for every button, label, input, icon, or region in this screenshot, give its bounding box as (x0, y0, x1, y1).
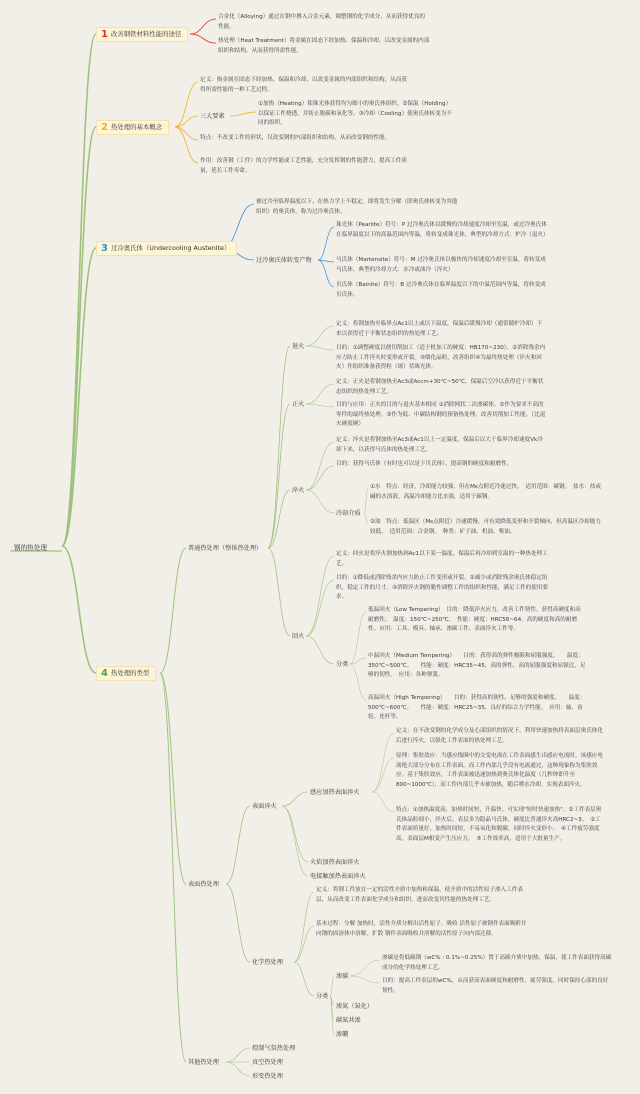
other-item-deformation: 形变热处理 (252, 1073, 283, 1080)
connector-line (330, 976, 334, 996)
chemical-process: 基本过程：分解 加热时，活性介质分解出活性原子。吸收 活性原子被钢件表面吸附并向钢的固溶体中溶解。扩散 钢件表面吸收并溶解的活性原子向内部迁移。 (316, 921, 527, 937)
connector-line (62, 546, 96, 673)
connector-line (350, 612, 366, 664)
other-item-controlled-atmosphere: 控制气氛热处理 (252, 1045, 296, 1052)
cooling-media-label: 冷却介质 (336, 510, 361, 517)
connector-line (306, 404, 334, 407)
connector-line (350, 658, 366, 664)
normalizing-purpose: 目的与应用：正火的目的与退火基本相同 ①消除网状二次渗碳体。②作为要求不高的零件的最终热处理。③作为低、中碳结构钢的预备热处理，改善切削加工性能。（比退火硬度硬） (336, 402, 546, 427)
connector-line (350, 976, 380, 983)
connector-line (160, 673, 186, 1062)
basic-definition: 定义：指金属在固态下经加热、保温和冷却，以改变金属的内部组织和结构，从而获得所需性能的一种工艺过程。 (200, 77, 407, 93)
section-3-header (96, 241, 237, 256)
section-label: 热处理的类型 (110, 669, 150, 677)
section-number: 4 (101, 668, 108, 679)
quenching-label: 淬火 (292, 487, 305, 494)
heat-treatment-text: 热处理（Heat Treatment）将金属在固态下经加热、保温和冷却，以改变金属的内部组织和结构，从而获得所需性能。 (218, 38, 430, 54)
contact-quenching-label: 电接触加热表面淬火 (310, 873, 366, 880)
chemical-definition: 定义：将钢工件放在一定的活性介质中加热和保温，使介质中的活性原子渗入工件表层，从而改变工件表面化学成分和组织，进而改变其性能的热处理工艺。 (316, 887, 523, 903)
three-elements-text: ①加热（Heating）使珠光体获得均匀细小的奥氏体组织。②保温（Holding）以保证工件烧透，并防止脱碳和氧化等。③冷却（Cooling）使奥氏体转变为不同的组织。 (258, 101, 452, 126)
normalizing-definition: 定义：正火是将钢加热至Ac3或Accm+30℃~50℃，保温后空冷以获得近于平衡状态组织的热处理工艺。 (336, 379, 544, 395)
other-item-vacuum: 真空热处理 (252, 1059, 283, 1066)
bainite-text: 贝氏体（Bainite）符号：B 过冷奥氏体在临界温度以下的中温范围内等温，将转变成贝氏体。 (336, 282, 546, 298)
carbonitriding-label: 碳氮共渗 (336, 1017, 361, 1024)
other-heat-treatment-label: 其他热处理 (188, 1059, 219, 1066)
connector-line (372, 733, 394, 792)
section-4-header (96, 666, 156, 681)
section-number: 3 (101, 243, 108, 254)
chemical-class-label: 分类 (316, 993, 329, 1000)
quenching-definition: 定义：淬火是将钢加热至Ac3或Ac1以上一定温度，保温后以大于临界冷却速度Vk冷却下来，以获得马氏体的热处理工艺。 (336, 437, 543, 453)
induction-features: 特点：①加热温度高，加热时间短，升温快。可实现"短时快速加热"。②工件表层奥氏体晶粒细小，淬火后，表层多为隐晶马氏体，硬度比普通淬火高HRC2~3。 ②工件表面质量好，加热时间短，不易氧化和脱碳，同时淬火变形小。 ④工件疲劳强度高，表面层M相变产生压应力。 ⑤工作效率高，适用于大批量生产。 (396, 807, 602, 842)
connector-line (350, 960, 380, 976)
tempering-label: 回火 (292, 633, 305, 640)
nitriding-label: 渗氮（氮化） (336, 1003, 374, 1010)
connector-line (294, 926, 314, 962)
connector-line (175, 127, 198, 140)
three-elements-label: 三大要素 (200, 113, 225, 120)
connector-line (268, 404, 290, 548)
connector-line (306, 326, 334, 346)
connector-line (160, 673, 186, 884)
basic-feature: 特点：不改变工件的形状，仅改变钢的内部组织和结构，从而改变钢的性能。 (200, 135, 391, 141)
medium-tempering-text: 中温回火（Medium Tempering） 目的：获得高的弹性极限和屈服强度。 温度：350℃~500℃。 性能：硬度：HRC35~45，高的弹性，高的屈服强度和屈强比，足够的韧性。 应用：各种弹簧。 (368, 653, 586, 678)
carburizing-definition: 渗碳是将低碳钢（wC% : 0.1%~0.25%）置于高碳介质中加热、保温，使工件表面获得高碳成分的化学热处理工艺。 (382, 955, 612, 971)
undercooled-austenite-desc: 被过冷至临界温度以下、在热力学上不稳定，即将发生分解（即奥氏体转变为其他组织）的奥氏体，称为过冷奥氏体。 (256, 199, 458, 215)
section-number: 1 (101, 29, 108, 40)
connector-line (62, 127, 96, 546)
annealing-definition: 定义：将钢加热至临界点Ac1以上或以下温度，保温后缓慢冷却（通常随炉冷却）下来以获得近于平衡状态组织的热处理工艺。 (336, 321, 543, 337)
connector-line (306, 466, 334, 490)
normalizing-label: 正火 (292, 401, 305, 408)
connector-line (175, 82, 198, 127)
root-node: 钢的热处理 (14, 544, 47, 552)
oil-medium-text: ②油 特点：低温区（Ms点附近）冷速缓慢，可有效降低变形和开裂倾向，但高温区冷却能力较低。 适用范围：合金钢。 种类：矿子油、机油、柴油。 (370, 519, 601, 535)
connector-line (282, 806, 308, 862)
connector-line (318, 227, 334, 260)
carburizing-purpose: 目的：提高工件表层的wC%，从而获高表面硬度和耐磨性、疲劳强度，同时保持心部的良好韧性。 (382, 978, 609, 994)
section-2-header (96, 120, 169, 135)
martensite-text: 马氏体（Martensite）符号：M 过冷奥氏体以极快的冷却速度冷却至室温，将转变成马氏体。典型的冷却方式：水冷或油冷（淬火） (336, 257, 546, 273)
connector-line (282, 806, 308, 876)
boronizing-label: 渗硼 (336, 1031, 349, 1038)
annealing-purpose: 目的：①调整硬度以便切削加工（适于机加工的硬度：HB170~230）。②消除残余内应力防止工件淬火时变形或开裂。③细化晶粒，改善组织④为最终热处理（淬火和回火）作组织准备获得粒（球）状珠光体。 (336, 345, 546, 370)
basic-effect: 作用：改善钢（工件）的力学性能或工艺性能，充分发挥钢的性能潜力，提高工件质量，延长工件寿命。 (200, 158, 407, 174)
general-heat-treatment-label: 普通热处理（整体热处理） (188, 545, 263, 552)
annealing-label: 退火 (292, 343, 305, 350)
connector-line (226, 1048, 250, 1062)
connector-line (226, 884, 250, 962)
connector-line (190, 19, 216, 34)
connector-line (175, 127, 198, 163)
connector-line (62, 34, 96, 546)
connector-line (160, 548, 186, 673)
connector-line (372, 792, 394, 812)
section-1-header (96, 27, 188, 42)
tempering-class-label: 分类 (336, 661, 349, 668)
transform-products-label: 过冷奥氏体转变产物 (256, 257, 312, 264)
surface-quenching-label: 表面淬火 (252, 803, 277, 810)
connector-line (230, 112, 256, 116)
tempering-definition: 定义：回火是将淬火钢加热到Ac1以下某一温度，保温后再冷却到室温的一种热处理工艺。 (336, 551, 548, 567)
connector-line (306, 636, 334, 664)
connector-line (306, 490, 334, 513)
connector-line (294, 962, 314, 996)
connector-line (282, 792, 308, 806)
connector-line (226, 806, 250, 884)
induction-definition: 定义：在不改变钢的化学成分及心部组织的情况下，利用快速加热将表面层奥氏体化后进行淬火，以强化工件表面的热处理工艺。 (396, 728, 603, 744)
connector-line (306, 556, 334, 636)
surface-heat-treatment-label: 表面热处理 (188, 881, 219, 888)
induction-quenching-label: 感应加热表面淬火 (310, 789, 360, 796)
section-label: 改善钢铁材料性能的途径 (110, 30, 182, 38)
flame-quenching-label: 火焰加热表面淬火 (310, 859, 360, 866)
section-number: 2 (101, 122, 108, 133)
low-tempering-text: 低温回火（Low Tempering） 目的：降低淬火应力，改善工件韧性，获得高硬度和高耐磨性。 温度：150℃~250℃。 性能：硬度：HRC58~64，高的硬度和高的耐磨性。应用：工具、模具、轴承、渗碳工件、表面淬火工件等。 (368, 607, 581, 632)
connector-line (306, 580, 334, 636)
connector-line (364, 489, 368, 513)
section-label: 过冷奥氏体（Undercooling Austenite） (110, 244, 231, 252)
quenching-purpose: 目的：获得马氏体（有时也可以是下贝氏体），提高钢的硬度和耐磨性。 (336, 461, 513, 467)
connector-line (190, 34, 216, 43)
pearlite-text: 珠光体（Pearlite）符号：P 过冷奥氏体以缓慢的冷却速度冷却至室温，或过冷奥氏体在临界温度以下的高温范围内等温，将转变成珠光体。典型的冷却方式：炉冷（退火） (336, 222, 549, 238)
connector-line (226, 1062, 250, 1076)
section-label: 热处理的基本概念 (110, 123, 163, 131)
connector-line (306, 346, 334, 350)
connector-line (306, 442, 334, 490)
water-medium-text: ①水 特点：经济，冷却能力较强，但在Ms点附近冷速过快。 适用范围：碳钢。 盐水：盐或碱的水溶液，高温冷却能力比水强，适用于碳钢。 (370, 484, 601, 500)
connector-line (318, 260, 334, 287)
connector-line (268, 548, 290, 636)
tempering-purpose: 目的：①降低或消除残余内应力防止工件变形或开裂。②减少或消除残余奥氏体稳定组织，稳定工件的尺寸。③消除淬火钢的脆性调整工件的组织和性能，满足工件的使用要求。 (336, 575, 548, 600)
connector-line (364, 513, 368, 524)
connector-line (306, 384, 334, 404)
alloying-text: 合金化（Alloying）通过在钢中掺入合金元素，调整钢的化学成分，从而获得优良的性能。 (218, 14, 425, 30)
induction-principle: 原理：集肤效应：当感应线圈中的交变电流在工件表面感生出感应电流时，该感应电流绝大部分分布在工件表面，而工件内部几乎没有电流通过，这种现象称为集肤效应。基于集肤效应，工件表面被迅速加热到奥氏体化温度（几秒钟即升至800~1000℃），而工件内部几乎未被加热，随后喷水冷却，实现表面淬火。 (396, 753, 603, 788)
connector-line (350, 664, 366, 700)
carburizing-label: 渗碳 (336, 973, 349, 980)
chemical-heat-treatment-label: 化学热处理 (252, 959, 283, 966)
high-tempering-text: 高温回火（High Tempering） 目的：获得高的韧性，足够的强度和硬度。 温度：500℃~600℃。 性能：硬度：HRC25~35，良好的综合力学性能。 应用：轴、齿轮、连杆等。 (368, 695, 586, 720)
